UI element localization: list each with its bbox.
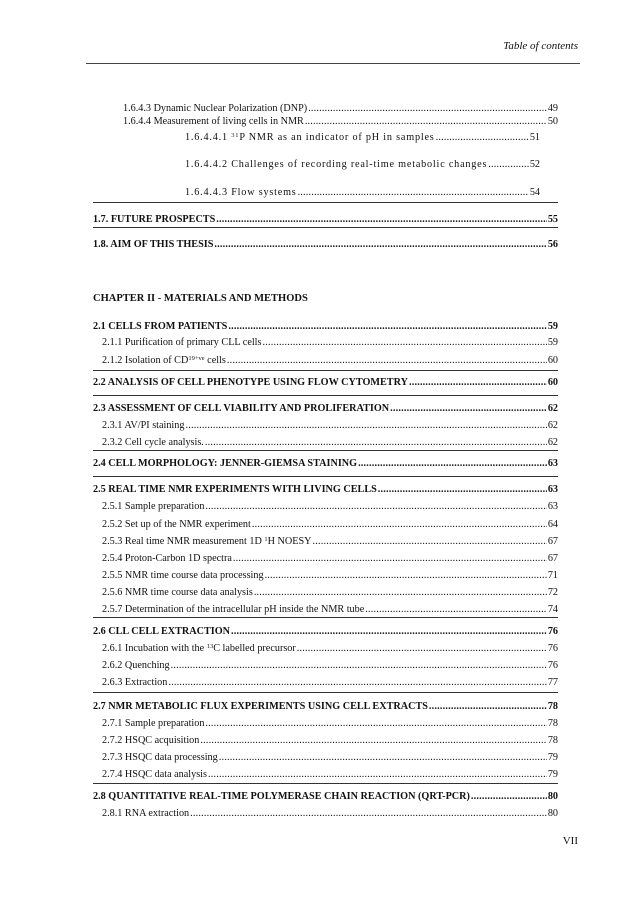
toc-entry-title: 2.5 REAL TIME NMR EXPERIMENTS WITH LIVING CELLS <box>93 484 377 495</box>
toc-entry-1-6-4-4-2-challenges-of-recording-real-t[interactable] <box>185 159 540 171</box>
toc-entry-2-8-quantitative-real-time-polymerase-ch[interactable] <box>93 791 558 803</box>
toc-entry-title: 2.5.6 NMR time course data analysis <box>102 587 253 598</box>
toc-entry-title: 2.7.4 HSQC data analysis <box>102 769 207 780</box>
toc-page-number: 63 <box>547 484 558 495</box>
toc-page-number: 55 <box>547 214 558 225</box>
toc-page-number: 62 <box>547 420 558 431</box>
dot-leader <box>378 484 547 496</box>
toc-entry-1-8-aim-of-this-thesis[interactable] <box>93 239 558 251</box>
dot-leader <box>190 808 547 820</box>
toc-page-number: 60 <box>547 355 558 366</box>
toc-page-number: 51 <box>529 132 540 143</box>
toc-entry-2-2-analysis-of-cell-phenotype-using-flo[interactable] <box>93 377 558 389</box>
toc-entry-title: 2.5.3 Real time NMR measurement 1D $^1$H NOESY <box>102 536 312 547</box>
section-divider <box>93 395 558 396</box>
dot-leader <box>265 570 547 582</box>
dot-leader <box>297 643 547 655</box>
toc-entry-title: 2.5.5 NMR time course data processing <box>102 570 264 581</box>
toc-page-number: 72 <box>547 587 558 598</box>
toc-entry-title: 2.3.1 AV/PI staining <box>102 420 185 431</box>
toc-entry-2-5-7-determination-of-the-intracellular[interactable] <box>102 604 558 616</box>
toc-page-number: 67 <box>547 536 558 547</box>
toc-page-number: 62 <box>547 403 558 414</box>
dot-leader <box>228 321 546 333</box>
section-divider <box>93 450 558 451</box>
toc-page-number: 62 <box>547 437 558 448</box>
dot-leader <box>205 437 547 449</box>
section-divider <box>93 370 558 371</box>
section-divider <box>93 202 558 203</box>
toc-entry-title: 2.6 CLL CELL EXTRACTION <box>93 626 230 637</box>
toc-entry-2-6-2-quenching[interactable] <box>102 660 558 672</box>
toc-page-number: 76 <box>547 643 558 654</box>
toc-entry-2-6-cll-cell-extraction[interactable] <box>93 626 558 638</box>
section-divider <box>93 227 558 228</box>
toc-page-number: 78 <box>547 718 558 729</box>
toc-entry-2-5-real-time-nmr-experiments-with-livin[interactable] <box>93 484 558 496</box>
toc-entry-title: 2.5.2 Set up of the NMR experiment <box>102 519 251 530</box>
toc-page-number: 71 <box>547 570 558 581</box>
toc-entry-2-7-2-hsqc-acquisition[interactable] <box>102 735 558 747</box>
toc-entry-title: 2.7.1 Sample preparation <box>102 718 205 729</box>
toc-page-number: 76 <box>547 660 558 671</box>
toc-entry-title: 2.1 CELLS FROM PATIENTS <box>93 321 228 332</box>
toc-page-number: 60 <box>547 377 558 388</box>
toc-page-number: 59 <box>547 337 558 348</box>
dot-leader <box>429 701 547 713</box>
toc-entry-title: 1.8. AIM OF THIS THESIS <box>93 239 214 250</box>
dot-leader <box>208 769 547 781</box>
dot-leader <box>313 536 547 548</box>
dot-leader <box>365 604 547 616</box>
toc-entry-title: 2.7.2 HSQC acquisition <box>102 735 200 746</box>
toc-entry-2-3-assessment-of-cell-viability-and-pro[interactable] <box>93 403 558 415</box>
toc-entry-title: 2.8 QUANTITATIVE REAL-TIME POLYMERASE CHAIN REACTION (QRT-PCR) <box>93 791 470 802</box>
toc-entry-2-5-6-nmr-time-course-data-analysis[interactable] <box>102 587 558 599</box>
toc-entry-2-3-2-cell-cycle-analysis[interactable] <box>102 437 558 449</box>
toc-entry-title: 1.6.4.4.1 $^{31}$P NMR as an indicator of pH in samples <box>185 132 435 143</box>
toc-page-number: 78 <box>547 735 558 746</box>
toc-entry-title: 2.1.2 Isolation of $CD^{19+ve}$ cells <box>102 355 226 366</box>
toc-entry-2-5-4-proton-carbon-1d-spectra[interactable] <box>102 553 558 565</box>
toc-entry-title: 2.6.1 Incubation with the $^{13}$C labelled precursor <box>102 643 296 654</box>
toc-entry-title: 2.1.1 Purification of primary CLL cells <box>102 337 262 348</box>
toc-page-number: 59 <box>547 321 558 332</box>
toc-entry-2-6-1-incubation-with-the-c-labelled-pre[interactable] <box>102 643 558 655</box>
toc-page-number: 52 <box>529 159 540 170</box>
toc-entry-2-5-3-real-time-nmr-measurement-1d-h-noe[interactable] <box>102 536 558 548</box>
toc-entry-title: 1.6.4.4.2 Challenges of recording real-time metabolic changes <box>185 159 488 170</box>
toc-entry-title: 2.5.4 Proton-Carbon 1D spectra <box>102 553 232 564</box>
toc-entry-title: 2.7.3 HSQC data processing <box>102 752 218 763</box>
toc-page-number: 76 <box>547 626 558 637</box>
toc-entry-2-4-cell-morphology-jenner-giemsa-staini[interactable] <box>93 458 558 470</box>
dot-leader <box>185 420 546 432</box>
toc-entry-2-1-2-isolation-of-cd-cells[interactable] <box>102 355 558 367</box>
toc-entry-1-6-4-4-1-p-nmr-as-an-indicator-of-ph-in[interactable] <box>185 132 540 144</box>
toc-page-number: 63 <box>547 458 558 469</box>
toc-entry-title: 2.5.7 Determination of the intracellular pH inside the NMR tube <box>102 604 365 615</box>
section-divider <box>93 692 558 693</box>
toc-page-number: 50 <box>547 116 558 127</box>
toc-entry-2-7-nmr-metabolic-flux-experiments-using[interactable] <box>93 701 558 713</box>
dot-leader <box>298 187 529 199</box>
toc-entry-1-6-4-3-dynamic-nuclear-polarization-dnp[interactable] <box>123 103 558 115</box>
toc-page-number: 64 <box>547 519 558 530</box>
toc-entry-2-1-1-purification-of-primary-cll-cells[interactable] <box>102 337 558 349</box>
toc-entry-title: 2.6.2 Quenching <box>102 660 170 671</box>
dot-leader <box>471 791 547 803</box>
page-number: VII <box>562 835 578 847</box>
dot-leader <box>200 735 546 747</box>
toc-page-number: 49 <box>547 103 558 114</box>
toc-entry-2-5-2-set-up-of-the-nmr-experiment[interactable] <box>102 519 558 531</box>
running-header: Table of contents <box>503 40 578 52</box>
dot-leader <box>231 626 547 638</box>
toc-page-number: 78 <box>547 701 558 712</box>
dot-leader <box>254 587 547 599</box>
chapter-heading: CHAPTER II - MATERIALS AND METHODS <box>93 293 308 304</box>
dot-leader <box>390 403 547 415</box>
toc-entry-title: 2.3.2 Cell cycle analysis. <box>102 437 204 448</box>
dot-leader <box>171 660 547 672</box>
toc-entry-title: 1.6.4.4.3 Flow systems <box>185 187 297 198</box>
toc-page-number: 54 <box>529 187 540 198</box>
toc-entry-title: 1.6.4.3 Dynamic Nuclear Polarization (DNP) <box>123 103 308 114</box>
dot-leader <box>308 103 547 115</box>
dot-leader <box>205 501 546 513</box>
dot-leader <box>219 752 547 764</box>
dot-leader <box>205 718 546 730</box>
toc-entry-2-6-3-extraction[interactable] <box>102 677 558 689</box>
dot-leader <box>233 553 547 565</box>
toc-entry-2-7-3-hsqc-data-processing[interactable] <box>102 752 558 764</box>
dot-leader <box>227 355 547 367</box>
toc-entry-2-8-1-rna-extraction[interactable] <box>102 808 558 820</box>
toc-page-number: 80 <box>547 808 558 819</box>
dot-leader <box>488 159 529 171</box>
toc-entry-title: 2.8.1 RNA extraction <box>102 808 190 819</box>
header-rule <box>86 63 580 64</box>
section-divider <box>93 476 558 477</box>
section-divider <box>93 783 558 784</box>
dot-leader <box>214 239 546 251</box>
toc-entry-title: 1.6.4.4 Measurement of living cells in NMR <box>123 116 304 127</box>
toc-page-number: 80 <box>547 791 558 802</box>
toc-entry-title: 2.2 ANALYSIS OF CELL PHENOTYPE USING FLOW CYTOMETRY <box>93 377 408 388</box>
toc-entry-title: 2.4 CELL MORPHOLOGY: JENNER-GIEMSA STAINING <box>93 458 358 469</box>
toc-entry-2-5-1-sample-preparation[interactable] <box>102 501 558 513</box>
dot-leader <box>358 458 547 470</box>
dot-leader <box>216 214 547 226</box>
dot-leader <box>168 677 546 689</box>
toc-entry-2-3-1-av-pi-staining[interactable] <box>102 420 558 432</box>
toc-entry-2-7-4-hsqc-data-analysis[interactable] <box>102 769 558 781</box>
toc-entry-1-7-future-prospects[interactable] <box>93 214 558 226</box>
toc-entry-2-5-5-nmr-time-course-data-processing[interactable] <box>102 570 558 582</box>
dot-leader <box>305 116 547 128</box>
toc-entry-2-7-1-sample-preparation[interactable] <box>102 718 558 730</box>
toc-entry-title: 2.6.3 Extraction <box>102 677 168 688</box>
section-divider <box>93 617 558 618</box>
toc-entry-2-1-cells-from-patients[interactable] <box>93 321 558 333</box>
dot-leader <box>409 377 547 389</box>
toc-entry-title: 2.5.1 Sample preparation <box>102 501 205 512</box>
toc-page-number: 79 <box>547 769 558 780</box>
toc-page-number: 77 <box>547 677 558 688</box>
toc-page-number: 79 <box>547 752 558 763</box>
dot-leader <box>262 337 546 349</box>
toc-entry-title: 2.3 ASSESSMENT OF CELL VIABILITY AND PROLIFERATION <box>93 403 390 414</box>
toc-page-number: 63 <box>547 501 558 512</box>
toc-entry-title: 1.7. FUTURE PROSPECTS <box>93 214 216 225</box>
toc-entry-title: 2.7 NMR METABOLIC FLUX EXPERIMENTS USING CELL EXTRACTS <box>93 701 428 712</box>
dot-leader <box>436 132 529 144</box>
toc-entry-1-6-4-4-measurement-of-living-cells-in-n[interactable] <box>123 116 558 128</box>
toc-page-number: 67 <box>547 553 558 564</box>
dot-leader <box>252 519 547 531</box>
toc-entry-1-6-4-4-3-flow-systems[interactable] <box>185 187 540 199</box>
toc-page-number: 74 <box>547 604 558 615</box>
toc-page-number: 56 <box>547 239 558 250</box>
